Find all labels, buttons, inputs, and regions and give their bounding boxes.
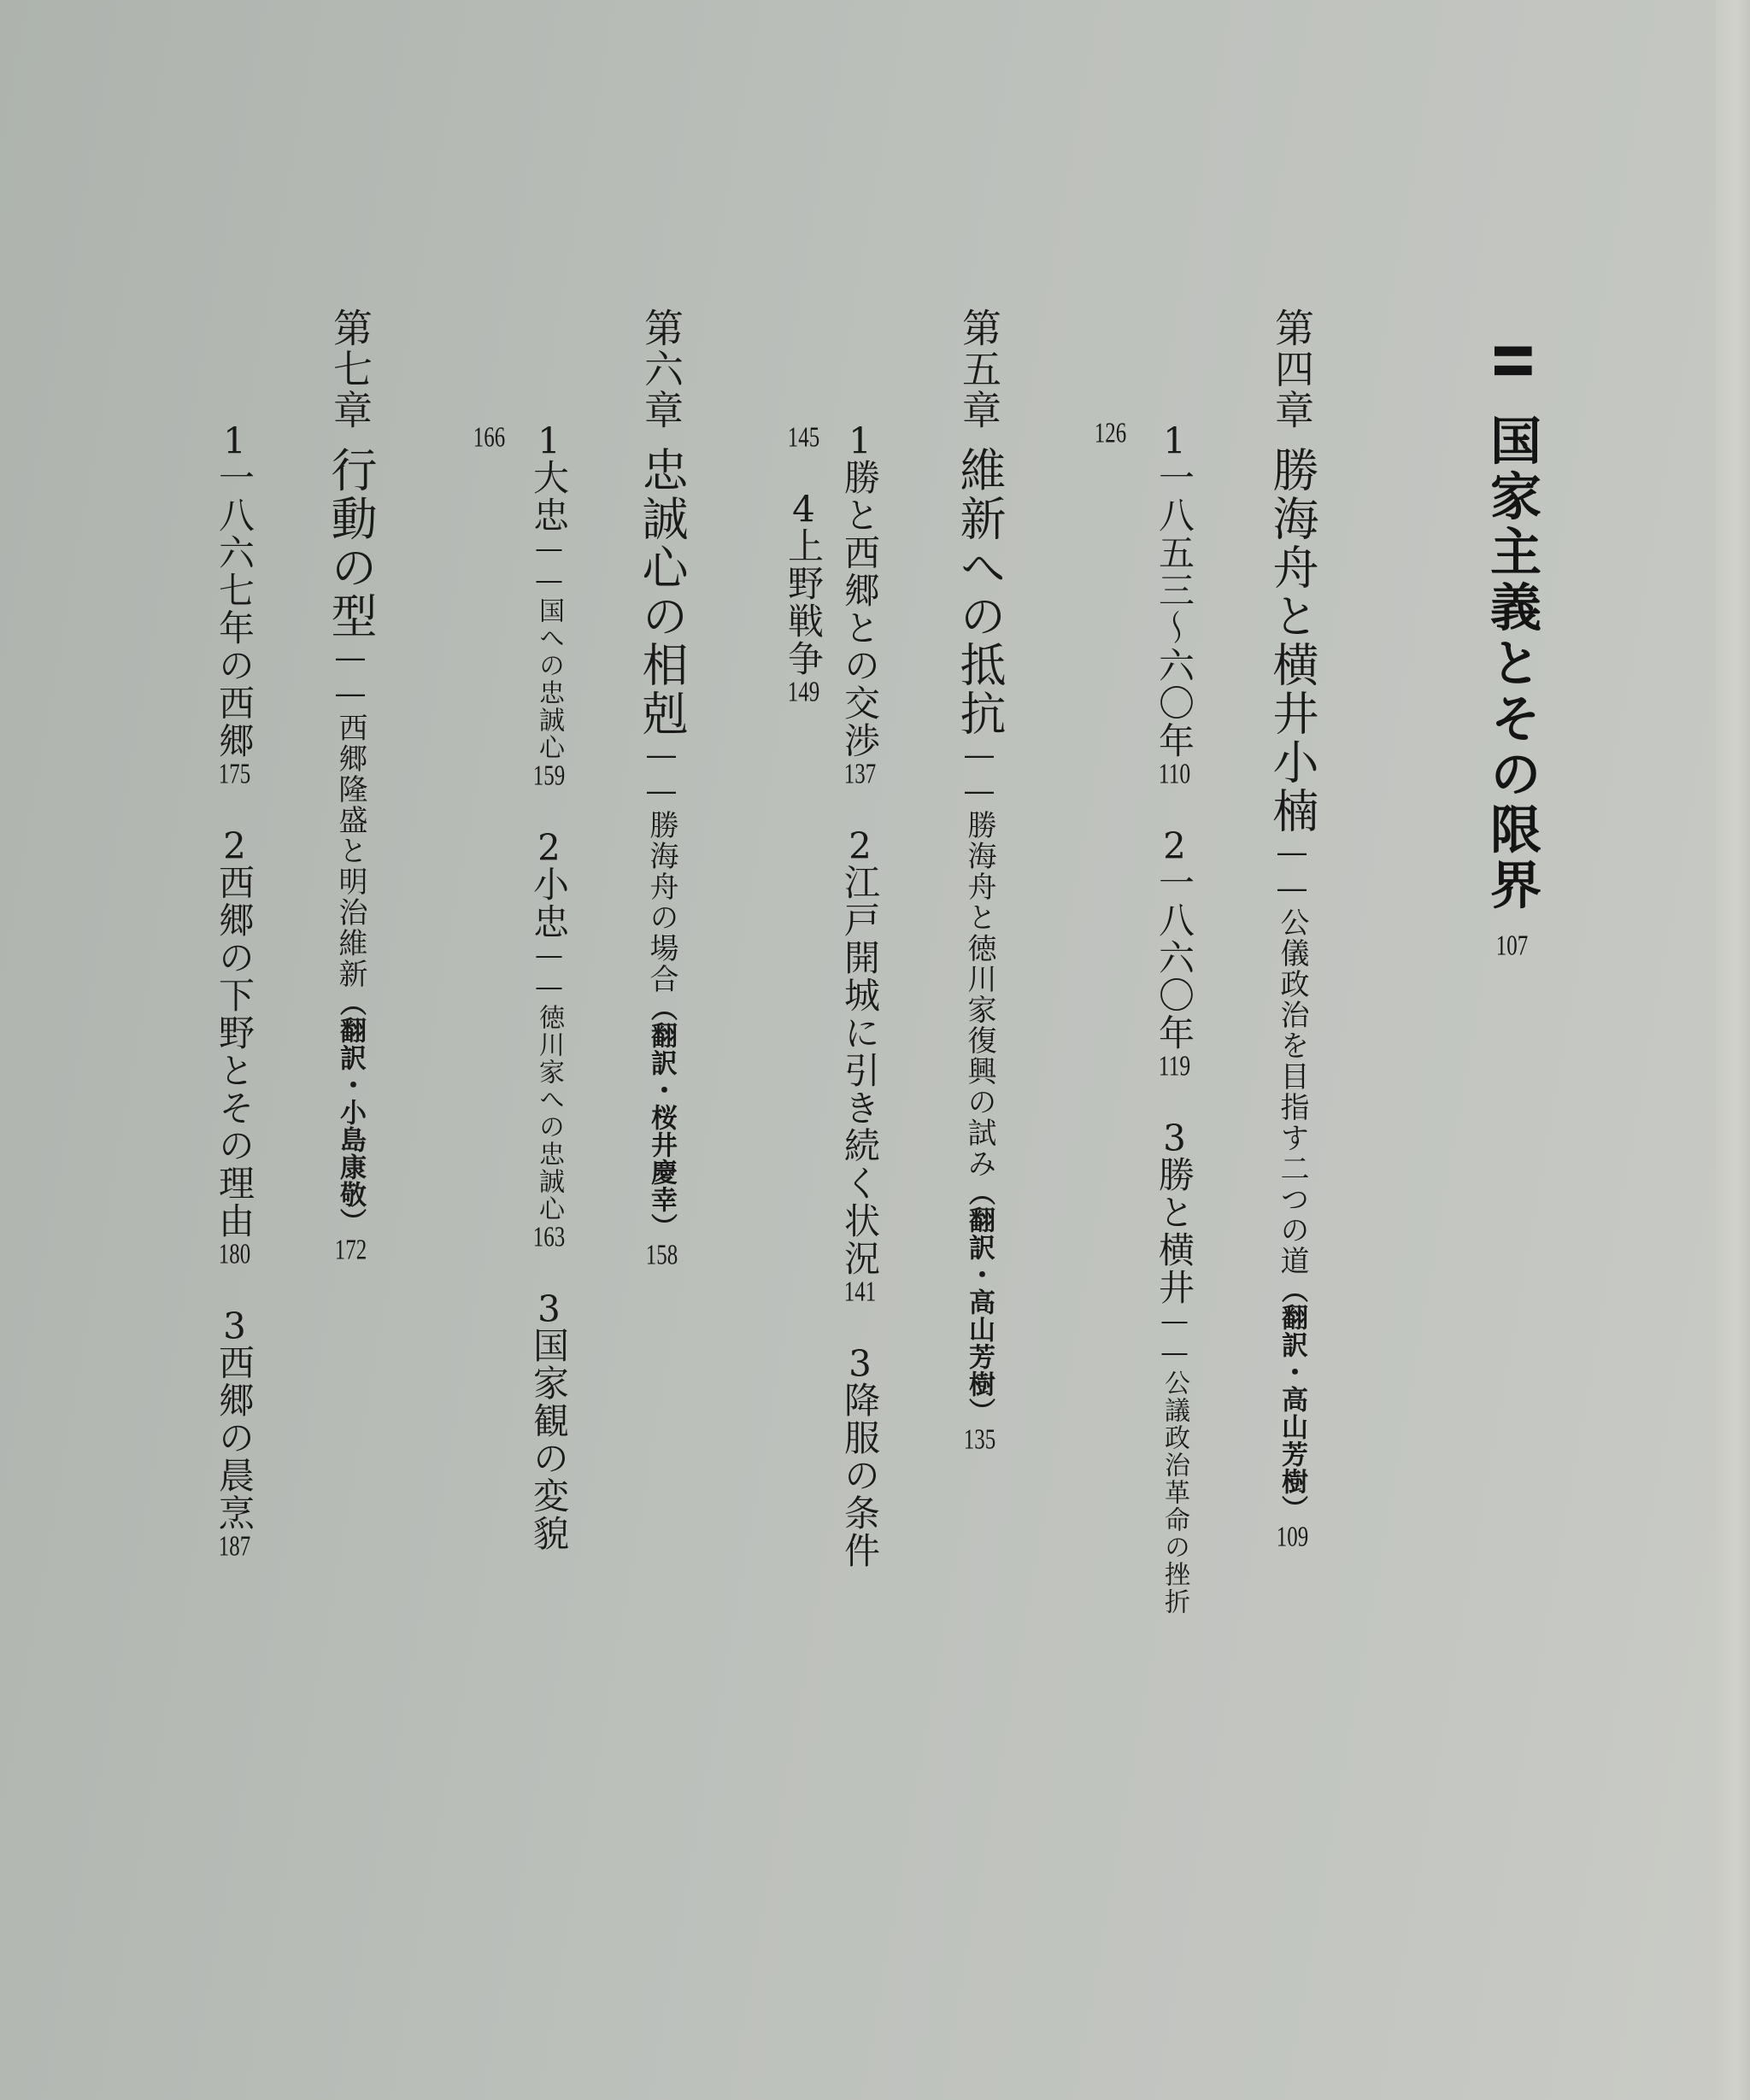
section-title: 勝と横井 bbox=[1154, 1156, 1195, 1306]
section-page: 141 bbox=[843, 1277, 877, 1306]
section-title: 一八六七年の西郷 bbox=[214, 459, 255, 760]
chapter-title: 維新への抵抗 bbox=[953, 446, 1007, 738]
chapter-subtitle: ――勝海舟の場合 bbox=[644, 738, 678, 994]
section-number: 1 bbox=[849, 423, 872, 459]
page-edge bbox=[1716, 0, 1750, 2100]
section-title: 一八五三～六〇年 bbox=[1154, 459, 1195, 760]
section-title: 一八六〇年 bbox=[1154, 864, 1195, 1052]
part-heading bbox=[1475, 342, 1548, 960]
section-title: 大忠 bbox=[528, 459, 570, 534]
section-number: 3 bbox=[849, 1346, 872, 1381]
section-page: 119 bbox=[1158, 1052, 1191, 1081]
section-number: 2 bbox=[537, 830, 561, 865]
chapter-title: 行動の型 bbox=[324, 446, 378, 641]
chapter-5-sections-line-1 bbox=[834, 423, 885, 1569]
section-number: 2 bbox=[223, 828, 246, 864]
chapter-page: 109 bbox=[1276, 1522, 1309, 1552]
chapter-title: 勝海舟と横井小楠 bbox=[1266, 446, 1319, 836]
chapter-6-sections-line-2 bbox=[468, 423, 510, 452]
chapter-5-sections-line-2 bbox=[778, 423, 829, 707]
chapter-translator: （翻訳・桜井慶幸） bbox=[646, 994, 677, 1241]
section-title: 西郷の晨烹 bbox=[214, 1344, 255, 1532]
chapter-6-heading bbox=[629, 308, 695, 1270]
chapter-translator: （翻訳・小島康敬） bbox=[335, 989, 366, 1235]
section-page: 175 bbox=[218, 760, 251, 789]
chapter-7-heading bbox=[318, 308, 384, 1264]
chapter-subtitle: ――西郷隆盛と明治維新 bbox=[333, 641, 367, 989]
section-page: 137 bbox=[843, 760, 877, 789]
chapter-4-sections-line-1 bbox=[1148, 423, 1200, 1616]
section-page: 163 bbox=[532, 1223, 566, 1252]
section-number: 2 bbox=[1163, 828, 1186, 864]
section-title: 小忠 bbox=[528, 865, 570, 941]
section-subtitle: ――公議政治革命の挫折 bbox=[1160, 1306, 1189, 1616]
section-number: 1 bbox=[537, 423, 561, 459]
part-numeral: II bbox=[1482, 342, 1542, 380]
part-page: 107 bbox=[1495, 930, 1529, 960]
chapter-6-sections-line-1 bbox=[523, 423, 574, 1552]
section-subtitle: ――国への忠誠心 bbox=[534, 534, 564, 761]
section-number: 3 bbox=[537, 1291, 561, 1327]
section-title: 上野戦争 bbox=[783, 527, 825, 678]
section-title: 勝と西郷との交渉 bbox=[839, 459, 881, 760]
section-number: 3 bbox=[1163, 1120, 1186, 1156]
section-page: 159 bbox=[532, 761, 566, 790]
section-page: 166 bbox=[473, 423, 506, 452]
chapter-subtitle: ――勝海舟と徳川家復興の試み bbox=[962, 738, 996, 1179]
chapter-page: 135 bbox=[963, 1425, 996, 1454]
chapter-page: 172 bbox=[334, 1235, 367, 1264]
section-page: 187 bbox=[218, 1532, 251, 1561]
section-page: 126 bbox=[1094, 419, 1127, 448]
section-page: 149 bbox=[787, 678, 820, 707]
section-subtitle: ――徳川家への忠誠心 bbox=[534, 941, 564, 1223]
section-title: 江戸開城に引き続く状況 bbox=[839, 864, 881, 1277]
chapter-title: 忠誠心の相剋 bbox=[635, 446, 689, 738]
section-number: 1 bbox=[1163, 423, 1186, 459]
chapter-4-heading bbox=[1260, 308, 1325, 1552]
section-number: 4 bbox=[792, 491, 815, 527]
chapter-4-sections-line-2 bbox=[1094, 419, 1126, 448]
part-title: 国家主義とその限界 bbox=[1482, 414, 1542, 914]
section-page: 110 bbox=[1158, 760, 1191, 789]
section-title: 西郷の下野とその理由 bbox=[214, 864, 255, 1240]
section-page: 180 bbox=[218, 1240, 251, 1269]
chapter-number: 第七章 bbox=[327, 308, 373, 431]
section-title: 国家観の変貌 bbox=[528, 1327, 570, 1552]
chapter-page: 158 bbox=[645, 1241, 678, 1270]
chapter-translator: （翻訳・高山芳樹） bbox=[1277, 1276, 1307, 1522]
chapter-number: 第五章 bbox=[956, 308, 1002, 431]
chapter-translator: （翻訳・高山芳樹） bbox=[964, 1179, 995, 1425]
section-number: 2 bbox=[849, 828, 872, 864]
section-number: 1 bbox=[223, 423, 246, 459]
chapter-number: 第四章 bbox=[1269, 308, 1315, 431]
chapter-7-sections-line-1 bbox=[208, 423, 260, 1561]
section-page: 145 bbox=[787, 423, 820, 452]
chapter-number: 第六章 bbox=[638, 308, 684, 431]
chapter-subtitle: ――公儀政治を目指す二つの道 bbox=[1275, 836, 1309, 1276]
section-title: 降服の条件 bbox=[839, 1381, 881, 1569]
chapter-5-heading bbox=[947, 308, 1013, 1454]
section-number: 3 bbox=[223, 1308, 246, 1344]
